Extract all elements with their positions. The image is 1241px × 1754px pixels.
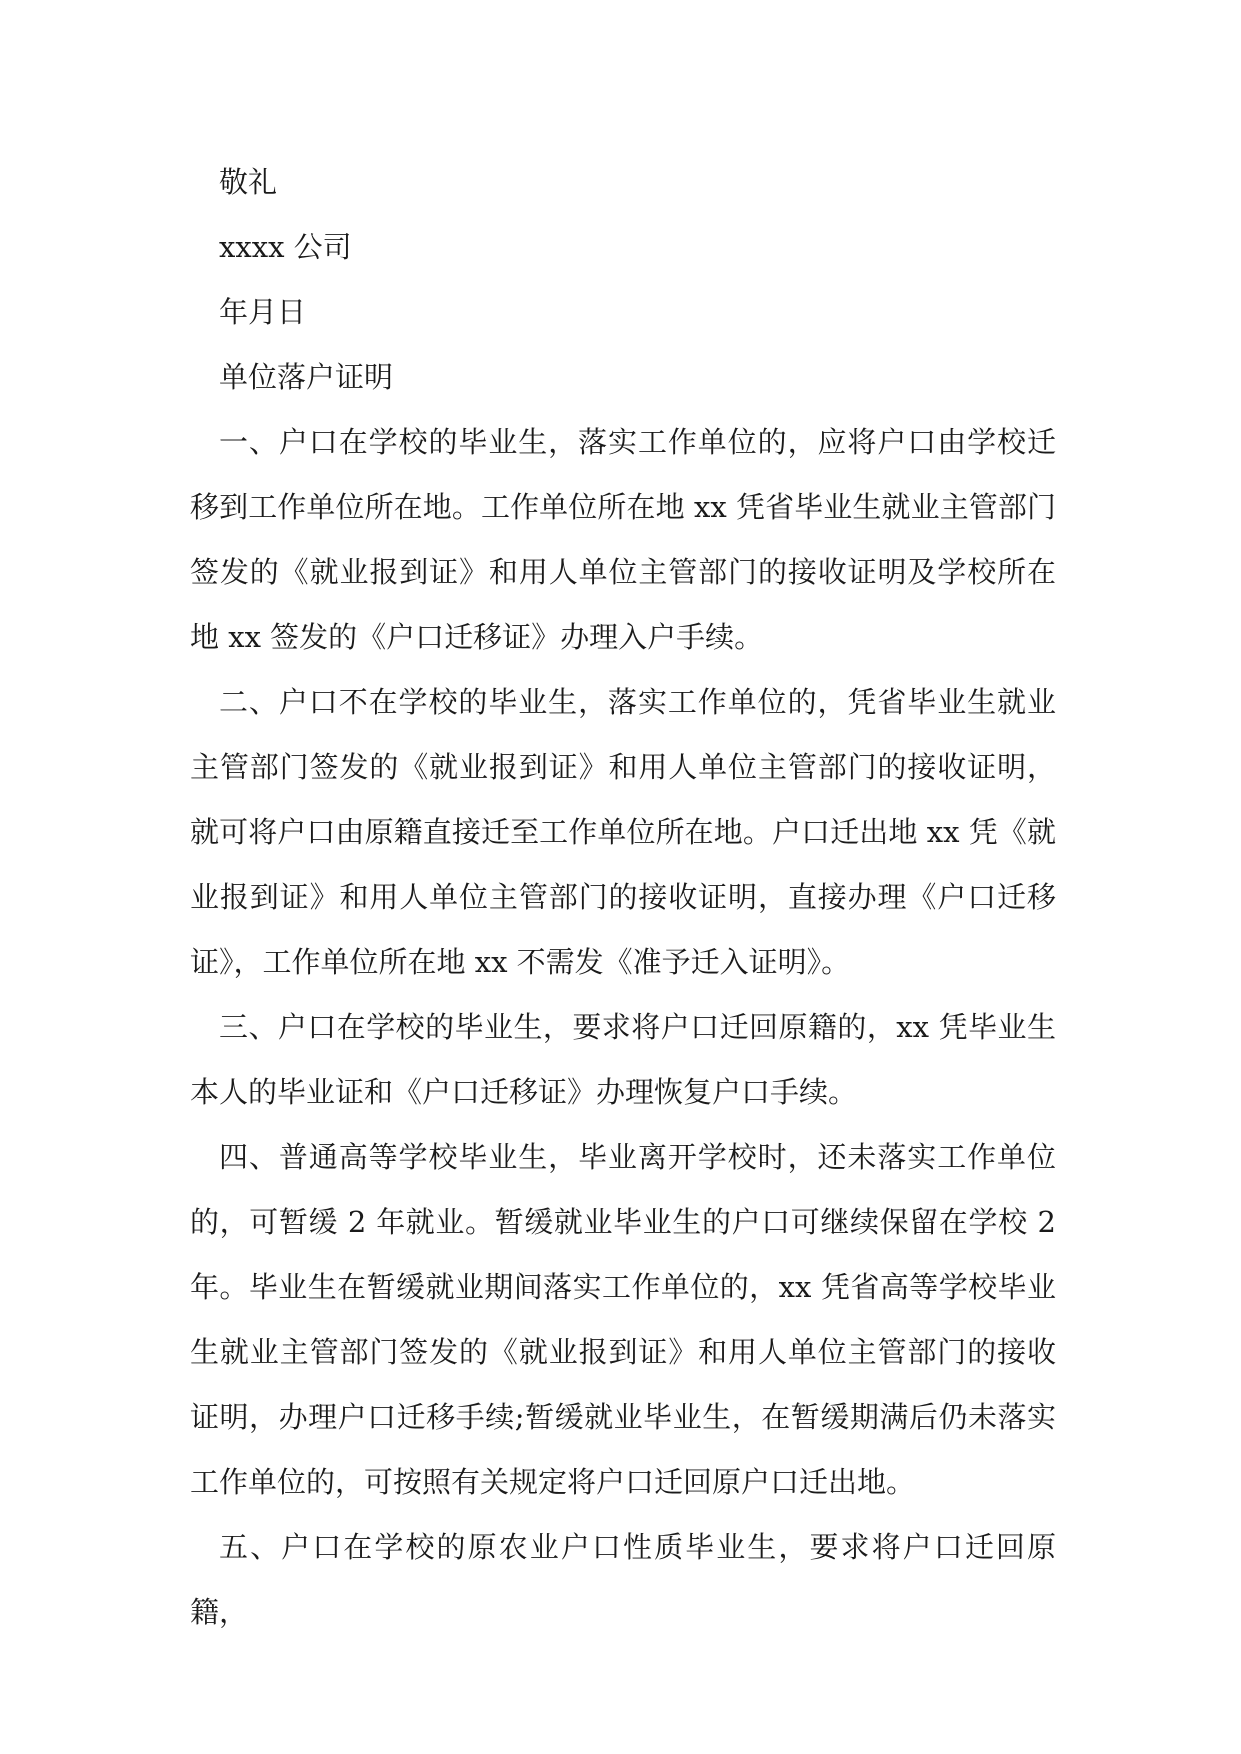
document-body [190, 150, 1056, 1645]
date-line: 年月日 [219, 295, 307, 329]
paragraph-2: 二、户口不在学校的毕业生，落实工作单位的，凭省毕业生就业主管部门签发的《就业报到证》和用人单位主管部门的接收证明，就可将户口由原籍直接迁至工作单位所在地。户口迁出地 xx 凭《就业报到证》和用人单位主管部门的接收证明，直接办理《户口迁移证》，工作单位所在地 xx 不需发《准予迁入证明》。 [190, 685, 1056, 979]
company-name: xxxx 公司 [219, 230, 352, 264]
section-title: 单位落户证明 [219, 360, 394, 394]
paragraph-1: 一、户口在学校的毕业生，落实工作单位的，应将户口由学校迁移到工作单位所在地。工作单位所在地 xx 凭省毕业生就业主管部门签发的《就业报到证》和用人单位主管部门的接收证明及学校所在地 xx 签发的《户口迁移证》办理入户手续。 [190, 425, 1056, 654]
paragraph-4: 四、普通高等学校毕业生，毕业离开学校时，还未落实工作单位的，可暂缓 2 年就业。暂缓就业毕业生的户口可继续保留在学校 2 年。毕业生在暂缓就业期间落实工作单位的，xx 凭省高等学校毕业生就业主管部门签发的《就业报到证》和用人单位主管部门的接收证明，办理户口迁移手续;暂缓就业毕业生，在暂缓期满后仍未落实工作单位的，可按照有关规定将户口迁回原户口迁出地。 [190, 1140, 1056, 1499]
paragraph-3: 三、户口在学校的毕业生，要求将户口迁回原籍的，xx 凭毕业生本人的毕业证和《户口迁移证》办理恢复户口手续。 [190, 1010, 1056, 1109]
paragraph-5: 五、户口在学校的原农业户口性质毕业生，要求将户口迁回原籍， [190, 1530, 1056, 1629]
closing-salutation: 敬礼 [219, 165, 278, 199]
